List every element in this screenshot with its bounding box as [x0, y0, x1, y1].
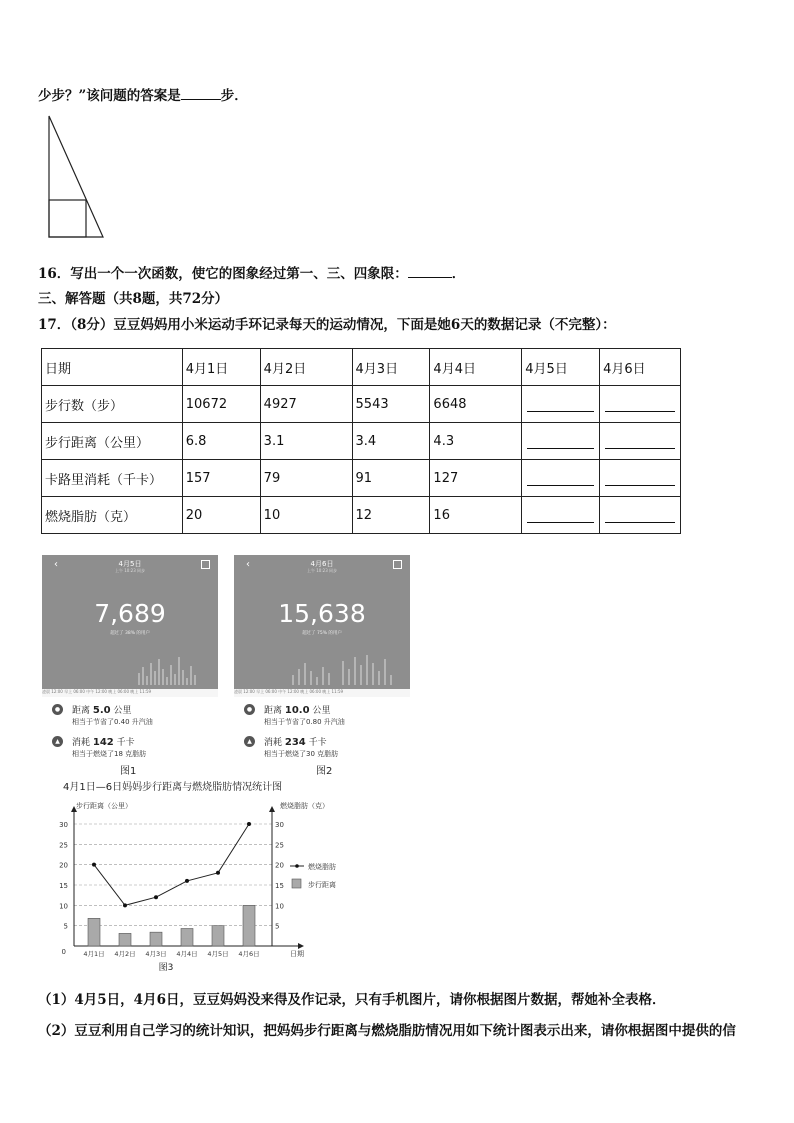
triangle-figure	[45, 113, 107, 240]
calorie-row	[52, 735, 147, 758]
row-label: 步行数（步）	[42, 386, 183, 423]
phone-screenshot-2	[234, 555, 410, 765]
distance-label: 距离	[264, 706, 283, 716]
x-tick-label: 4月1日	[83, 950, 105, 958]
app-screen	[234, 555, 410, 689]
distance-value: 5.0	[92, 705, 111, 716]
legend-label-fat: 燃烧脂肪	[308, 863, 336, 871]
question-16	[38, 262, 465, 282]
point-fat	[123, 903, 127, 907]
beat-percent: 超过了 75% 的用户	[302, 631, 342, 636]
table-row	[42, 460, 681, 497]
back-icon: ‹	[54, 559, 58, 570]
blank-cell	[600, 460, 681, 497]
table-header-row	[42, 349, 681, 386]
q15-suffix: 步．	[220, 88, 248, 104]
table-cell: 6.8	[182, 423, 260, 460]
table-cell: 10672	[182, 386, 260, 423]
legend-label-distance: 步行距离	[308, 881, 336, 889]
blank-cell	[522, 460, 600, 497]
y2-tick-label: 30	[275, 821, 284, 829]
chart-title: 4月1日—6日妈妈步行距离与燃烧脂肪情况统计图	[63, 782, 283, 793]
origin-label: 0	[61, 948, 66, 956]
x-tick-label: 4月4日	[176, 950, 198, 958]
row-label: 卡路里消耗（千卡）	[42, 460, 183, 497]
legend-bar-swatch	[292, 879, 301, 888]
y2-axis-label: 燃烧脂肪（克）	[280, 802, 329, 810]
question-17-part-2: （2）豆豆利用自己学习的统计知识，把妈妈步行距离与燃烧脂肪情况用如下统计图表示出来，请你根据图中提供的信	[38, 1023, 736, 1039]
answer-blank	[408, 264, 452, 278]
y-tick-label: 30	[59, 821, 68, 829]
distance-row	[52, 703, 153, 726]
question-15-tail	[38, 84, 248, 104]
table-cell: 91	[352, 460, 430, 497]
bar-distance	[212, 926, 224, 946]
table-cell: 20	[182, 497, 260, 534]
y2-tick-label: 5	[275, 922, 280, 931]
x-tick-label: 4月5日	[207, 950, 229, 958]
x-tick-label: 4月2日	[114, 950, 136, 958]
step-count: 7,689	[94, 599, 166, 628]
blank-cell	[600, 386, 681, 423]
blank-cell	[600, 497, 681, 534]
legend-point-swatch	[295, 864, 299, 868]
x-tick-label: 4月6日	[238, 950, 260, 958]
blank-cell	[522, 497, 600, 534]
app-screen	[42, 555, 218, 689]
calorie-row	[244, 735, 339, 758]
sync-time: 上午 10:23 同步	[306, 568, 338, 573]
back-icon: ‹	[246, 559, 250, 570]
share-icon	[393, 560, 402, 569]
table-header-cell: 4月3日	[352, 349, 430, 386]
table-row	[42, 497, 681, 534]
x-axis-arrow	[298, 943, 304, 949]
question-17: 17．（8分）豆豆妈妈用小米运动手环记录每天的运动情况，下面是她6天的数据记录（不完整）：	[38, 317, 616, 333]
table-cell: 3.4	[352, 423, 430, 460]
timeline-axis: 凌晨 12:00 早上 06:00 中午 12:00 晚上 06:00 晚上 11:59	[42, 689, 218, 697]
table-cell: 4927	[260, 386, 352, 423]
bar-distance	[243, 905, 255, 946]
q15-text: 少步？”该问题的答案是	[38, 88, 181, 104]
calorie-desc: 相当于燃烧了18 克脂肪	[72, 750, 147, 758]
bar-distance	[150, 932, 162, 946]
y-axis-label: 步行距离（公里）	[76, 802, 132, 810]
location-icon: ●	[52, 704, 63, 715]
bar-distance	[88, 918, 100, 946]
x-tick-label: 4月3日	[145, 950, 167, 958]
question-17-part-1: （1）4月5日，4月6日，豆豆妈妈没来得及作记录，只有手机图片，请你根据图片数据，帮她补全表格．	[38, 992, 666, 1008]
y-tick-label: 25	[59, 841, 68, 850]
blank-cell	[522, 386, 600, 423]
table-cell: 6648	[430, 386, 522, 423]
table-cell: 12	[352, 497, 430, 534]
activity-bars	[50, 651, 210, 685]
distance-label: 距离	[72, 706, 91, 716]
table-row	[42, 386, 681, 423]
screen-date: 4月5日	[118, 560, 142, 568]
blank-cell	[522, 423, 600, 460]
y2-tick-label: 20	[275, 861, 284, 870]
q16-suffix: ．	[451, 266, 466, 282]
table-cell: 5543	[352, 386, 430, 423]
flame-icon: ▲	[52, 736, 63, 747]
phone-screenshot-1	[42, 555, 218, 765]
row-label: 步行距离（公里）	[42, 423, 183, 460]
distance-unit: 公里	[113, 706, 132, 716]
activity-bars	[242, 651, 402, 685]
table-header-cell: 4月2日	[260, 349, 352, 386]
table-cell: 3.1	[260, 423, 352, 460]
beat-percent: 超过了 38% 的用户	[110, 631, 150, 636]
sync-time: 上午 10:23 同步	[114, 568, 146, 573]
exercise-record-table	[41, 348, 681, 534]
table-cell: 10	[260, 497, 352, 534]
table-cell: 127	[430, 460, 522, 497]
distance-desc: 相当于节省了0.40 升汽油	[72, 718, 153, 726]
bar-distance	[181, 929, 193, 946]
calorie-value: 234	[284, 737, 306, 748]
y-tick-label: 5	[63, 922, 68, 931]
distance-desc: 相当于节省了0.80 升汽油	[264, 718, 345, 726]
table-cell: 79	[260, 460, 352, 497]
y2-tick-label: 15	[275, 882, 284, 890]
point-fat	[247, 822, 251, 826]
y2-tick-label: 10	[275, 902, 284, 911]
calorie-label: 消耗	[72, 738, 91, 748]
table-header-cell: 4月6日	[600, 349, 681, 386]
section-heading: 三、解答题（共8题，共72分）	[38, 291, 229, 307]
screen-date: 4月6日	[310, 560, 334, 568]
table-cell: 157	[182, 460, 260, 497]
answer-blank	[181, 86, 221, 100]
y-tick-label: 15	[59, 882, 68, 890]
point-fat	[154, 895, 158, 899]
table-header-cell: 4月4日	[430, 349, 522, 386]
point-fat	[92, 863, 96, 867]
share-icon	[201, 560, 210, 569]
calorie-value: 142	[92, 737, 114, 748]
table-header-cell: 4月5日	[522, 349, 600, 386]
table-cell: 16	[430, 497, 522, 534]
point-fat	[216, 871, 220, 875]
distance-fat-chart	[40, 796, 360, 972]
distance-unit: 公里	[312, 706, 331, 716]
calorie-unit: 千卡	[308, 738, 327, 748]
table-header-cell: 4月1日	[182, 349, 260, 386]
x-axis-label: 日期	[290, 950, 304, 958]
figure-1-caption: 图1	[120, 766, 137, 777]
row-label: 燃烧脂肪（克）	[42, 497, 183, 534]
calorie-label: 消耗	[264, 738, 283, 748]
table-cell: 4.3	[430, 423, 522, 460]
calorie-unit: 千卡	[116, 738, 135, 748]
y2-axis-arrow	[269, 806, 275, 812]
figure-3-caption: 图3	[158, 963, 174, 972]
point-fat	[185, 879, 189, 883]
step-count: 15,638	[278, 599, 366, 628]
bar-distance	[119, 933, 131, 946]
distance-value: 10.0	[284, 705, 310, 716]
y2-tick-label: 25	[275, 841, 284, 850]
timeline-axis: 凌晨 12:00 早上 06:00 中午 12:00 晚上 06:00 晚上 11:59	[234, 689, 410, 697]
y-tick-label: 20	[59, 861, 68, 870]
table-header-cell: 日期	[42, 349, 183, 386]
blank-cell	[600, 423, 681, 460]
calorie-desc: 相当于燃烧了30 克脂肪	[264, 750, 339, 758]
y-tick-label: 10	[59, 902, 68, 911]
figure-2-caption: 图2	[316, 766, 333, 777]
location-icon: ●	[244, 704, 255, 715]
q16-text: 16．写出一个一次函数，使它的图象经过第一、三、四象限：	[38, 266, 408, 282]
flame-icon: ▲	[244, 736, 255, 747]
distance-row	[244, 703, 345, 726]
table-row	[42, 423, 681, 460]
